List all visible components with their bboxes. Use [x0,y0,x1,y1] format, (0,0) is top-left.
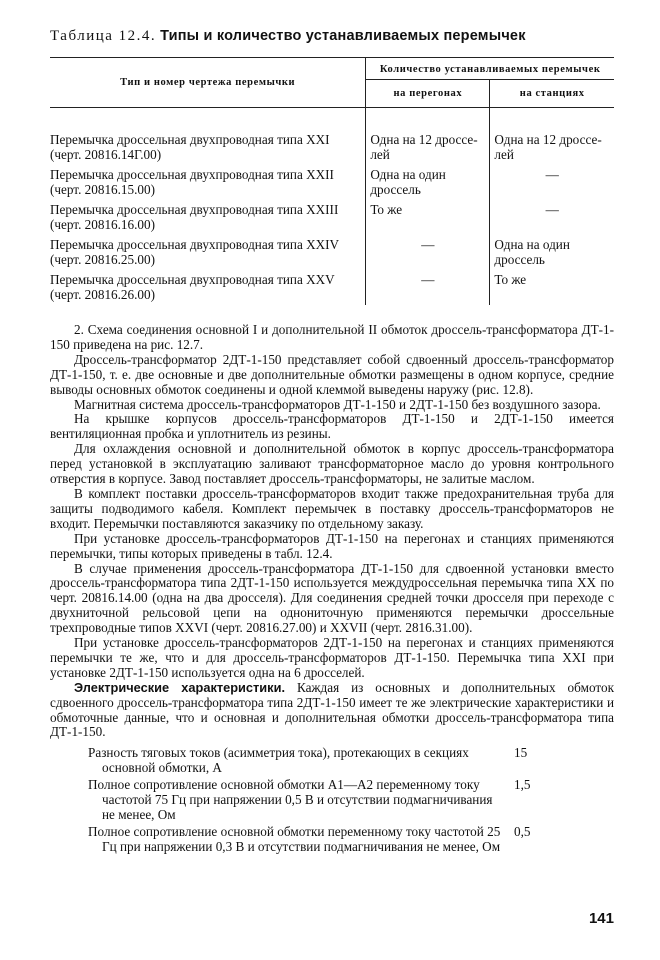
spec-value: 15 [514,745,528,761]
spec-text: Полное сопротивление основной обмотки переменному току частотой 25 Гц при напряжении 0,3 В и отсутствии подмагничивания не менее, Ом [88,823,501,854]
col-header-haul: на перегонах [366,80,490,108]
spec-value: 1,5 [514,777,531,793]
cell-haul: — [421,237,435,252]
cell-haul: То же [366,200,490,235]
cell-station: Одна на 12 дросселей [494,132,602,162]
paragraph: Магнитная система дроссель-трансформаторов ДТ-1-150 и 2ДТ-1-150 без воздушного зазора. [74,396,601,412]
cell-type: Перемычка дроссельная двухпроводная типа XXI (черт. 20816.14Г.00) [50,108,366,166]
col-header-quantity: Количество устанавливаемых перемычек [366,58,614,80]
cell-station: — [545,202,559,217]
paragraph: При установке дроссель-трансформаторов ДТ-1-150 на перегонах и станциях применяются перемычки, типы которых приведены в табл. 12.4. [50,530,614,561]
table-row [50,165,614,200]
spec-item [88,778,614,823]
electrical-paragraph [50,681,614,741]
cell-station: Одна на один дроссель [494,237,570,267]
paragraph: Дроссель-трансформатор 2ДТ-1-150 представляет собой сдвоенный дроссель-трансформатор ДТ-1-150, т. е. две основные и две дополнительные обмотки размещены в одном корпусе, средние выводы основных обмоток соединены и одной клеммой выведены наружу (рис. 12.8). [50,351,614,397]
paragraph: На крышке корпусов дроссель-трансформаторов ДТ-1-150 и 2ДТ-1-150 имеется вентиляционная пробка и уплотнитель из резины. [50,411,614,442]
jumpers-table [50,57,614,305]
electrical-heading: Электрические характеристики. [74,679,286,695]
table-caption [50,28,614,45]
cell-type: Перемычка дроссельная двухпроводная типа XXII (черт. 20816.15.00) [50,165,366,200]
specs-list [88,746,614,854]
table-row [50,108,614,166]
paragraph: В случае применения дроссель-трансформатора ДТ-1-150 для сдвоенной установки вместо дроссель-трансформатора типа 2ДТ-1-150 используется междудроссельная перемычка типа XX по черт. 20816.14.00 (одна на два дросселя). Для соединения средней точки дросселя при переходе с двухниточной рельсовой цепи на однониточную применяются перемычки дроссельные трехпроводные типов XXVI (черт. 20816.27.00) и XXVII (черт. 2816.31.00). [50,560,614,636]
spec-item [88,746,614,776]
paragraph: В комплект поставки дроссель-трансформаторов входит также предохранительная труба для защиты подводимого кабеля. Комплект перемычек в поставку дроссель-трансформаторов не входит. Перемычки поставляются заказчику по отдельному заказу. [50,485,614,531]
cell-haul: — [421,272,435,287]
col-header-type: Тип и номер чертежа перемычки [50,58,366,108]
col-header-station: на станциях [490,80,614,108]
spec-value: 0,5 [514,823,531,839]
page-number: 141 [588,910,614,927]
table-caption-label: Таблица 12.4. [50,28,157,44]
cell-station: То же [494,272,527,287]
cell-type: Перемычка дроссельная двухпроводная типа XXIII (черт. 20816.16.00) [50,200,366,235]
table-caption-title: Типы и количество устанавливаемых перемычек [160,28,526,44]
electrical-text: Каждая из основных и дополнительных обмоток сдвоенного дроссель-трансформатора типа 2ДТ-1-150 имеет те же электрические характеристики и обмоточные данные, что и основная и дополнительная обмотки дроссель-трансформатора типа ДТ-1-150. [50,679,615,740]
body-text [50,323,614,740]
paragraph: Для охлаждения основной и дополнительной обмоток в корпус дроссель-трансформатора перед установкой в эксплуатацию заливают трансформаторное масло до уровня контрольного отверстия в корпусе. Завод поставляет дроссель-трансформаторы, не залитые маслом. [50,441,614,487]
table-row [50,200,614,235]
cell-type: Перемычка дроссельная двухпроводная типа XXIV (черт. 20816.25.00) [50,235,366,270]
cell-haul: Одна на 12 дросселей [366,108,490,166]
table-row [50,235,614,270]
spec-item [88,825,614,855]
cell-type: Перемычка дроссельная двухпроводная типа XXV (черт. 20816.26.00) [50,270,366,305]
spec-text: Полное сопротивление основной обмотки А1—А2 переменному току частотой 75 Гц при напряжении 0,5 В и отсутствии подмагничивания не менее, Ом [88,777,493,822]
paragraph: 2. Схема соединения основной I и дополнительной II обмоток дроссель-трансформатора ДТ-1-150 приведена на рис. 12.7. [50,322,614,352]
cell-station: — [545,167,559,182]
paragraph: При установке дроссель-трансформаторов 2ДТ-1-150 на перегонах и станциях применяются перемычки те же, что и для дроссель-трансформаторов ДТ-1-150. Перемычка типа XXI при установке 2ДТ-1-150 используется одна на 6 дросселей. [50,635,614,680]
cell-haul: Одна на один дроссель [366,165,490,200]
table-row [50,270,614,305]
spec-text: Разность тяговых токов (асимметрия тока), протекающих в секциях основной обмотки, А [88,745,469,776]
